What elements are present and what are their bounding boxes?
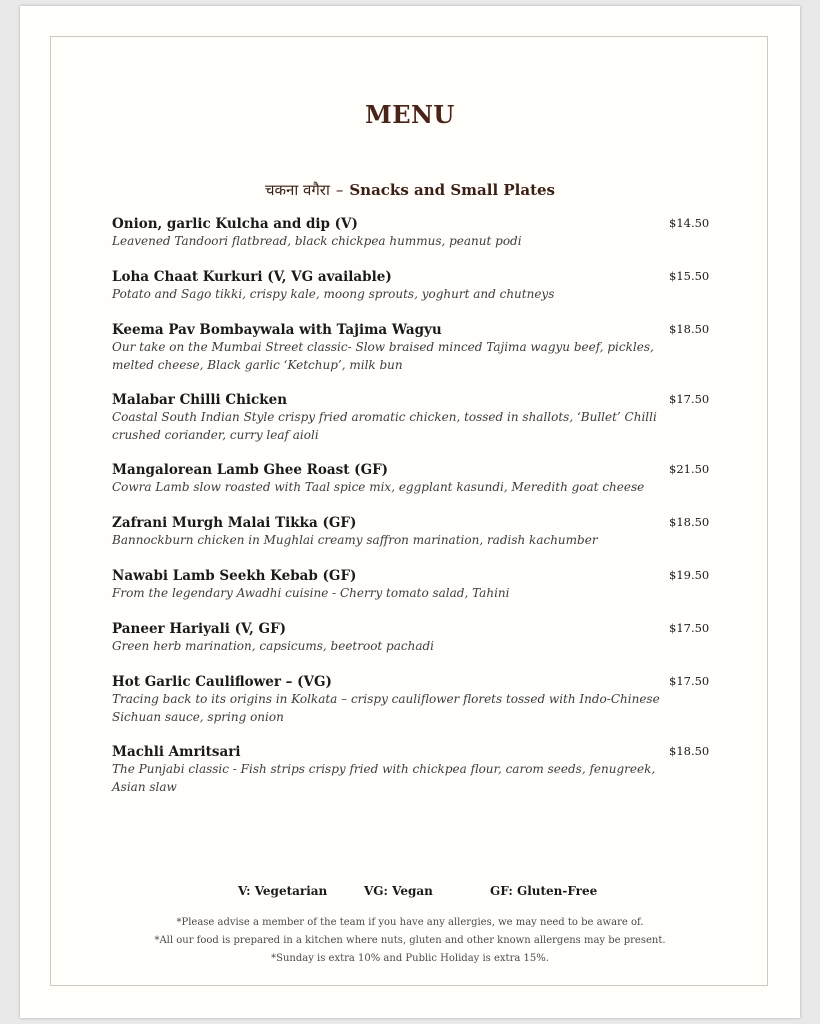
item-price: $17.50	[669, 392, 710, 406]
item-price: $18.50	[669, 744, 710, 758]
legend-gluten-free: GF: Gluten-Free	[490, 884, 598, 898]
menu-item	[112, 391, 712, 444]
menu-item	[112, 743, 712, 796]
item-price: $15.50	[669, 269, 710, 283]
item-name: Loha Chaat Kurkuri (V, VG available)	[112, 269, 392, 285]
menu-page	[20, 6, 800, 1018]
item-description: Bannockburn chicken in Mughlai creamy saffron marination, radish kachumber	[112, 533, 598, 547]
note-kitchen-allergens: *All our food is prepared in a kitchen where nuts, gluten and other known allergens may be present.	[154, 935, 666, 946]
item-name: Nawabi Lamb Seekh Kebab (GF)	[112, 568, 357, 584]
menu-item	[112, 673, 712, 726]
item-name: Zafrani Murgh Malai Tikka (GF)	[112, 515, 357, 531]
menu-item	[112, 567, 712, 603]
section-heading	[20, 180, 800, 200]
item-name: Hot Garlic Cauliflower – (VG)	[112, 674, 332, 690]
menu-item	[112, 620, 712, 656]
legend-vegetarian: V: Vegetarian	[238, 884, 328, 898]
item-description: The Punjabi classic - Fish strips crispy fried with chickpea flour, carom seeds, fenugreek, Asian slaw	[112, 762, 656, 794]
menu-item	[112, 321, 712, 374]
menu-item	[112, 461, 712, 497]
menu-item	[112, 268, 712, 304]
item-price: $17.50	[669, 674, 710, 688]
item-price: $18.50	[669, 322, 710, 336]
section-dash: –	[335, 181, 344, 199]
item-name: Machli Amritsari	[112, 744, 241, 760]
note-surcharge: *Sunday is extra 10% and Public Holiday is extra 15%.	[271, 953, 549, 964]
item-price: $14.50	[669, 216, 710, 230]
item-description: From the legendary Awadhi cuisine - Cherry tomato salad, Tahini	[112, 586, 510, 600]
item-name: Malabar Chilli Chicken	[112, 392, 288, 408]
section-english-title: Snacks and Small Plates	[349, 181, 555, 199]
item-price: $17.50	[669, 621, 710, 635]
item-name: Onion, garlic Kulcha and dip (V)	[112, 216, 358, 232]
item-name: Mangalorean Lamb Ghee Roast (GF)	[112, 462, 389, 478]
item-description: Leavened Tandoori flatbread, black chickpea hummus, peanut podi	[112, 234, 522, 248]
item-price: $21.50	[669, 462, 710, 476]
item-name: Keema Pav Bombaywala with Tajima Wagyu	[112, 322, 442, 338]
item-description: Cowra Lamb slow roasted with Taal spice mix, eggplant kasundi, Meredith goat cheese	[112, 480, 645, 494]
legend-vegan: VG: Vegan	[364, 884, 433, 898]
item-name: Paneer Hariyali (V, GF)	[112, 621, 287, 637]
section-hindi-title: चकना वगैरा	[265, 181, 330, 199]
item-price: $18.50	[669, 515, 710, 529]
item-description: Potato and Sago tikki, crispy kale, moong sprouts, yoghurt and chutneys	[112, 287, 555, 301]
item-description: Green herb marination, capsicums, beetroot pachadi	[112, 639, 435, 653]
item-price: $19.50	[669, 568, 710, 582]
item-description: Our take on the Mumbai Street classic- Slow braised minced Tajima wagyu beef, pickles, melted cheese, Black garlic ‘Ketchup’, milk bun	[112, 340, 654, 372]
page-border	[50, 36, 768, 986]
item-description: Tracing back to its origins in Kolkata – crispy cauliflower florets tossed with Indo-Chinese Sichuan sauce, spring onion	[112, 692, 660, 724]
menu-item	[112, 514, 712, 550]
allergy-notes	[20, 914, 800, 968]
menu-title: MENU	[365, 100, 455, 129]
item-description: Coastal South Indian Style crispy fried aromatic chicken, tossed in shallots, ‘Bullet’ Chilli crushed coriander, curry leaf aioli	[112, 410, 657, 442]
menu-item	[112, 215, 712, 251]
note-allergies: *Please advise a member of the team if you have any allergies, we may need to be aware of.	[176, 917, 644, 928]
